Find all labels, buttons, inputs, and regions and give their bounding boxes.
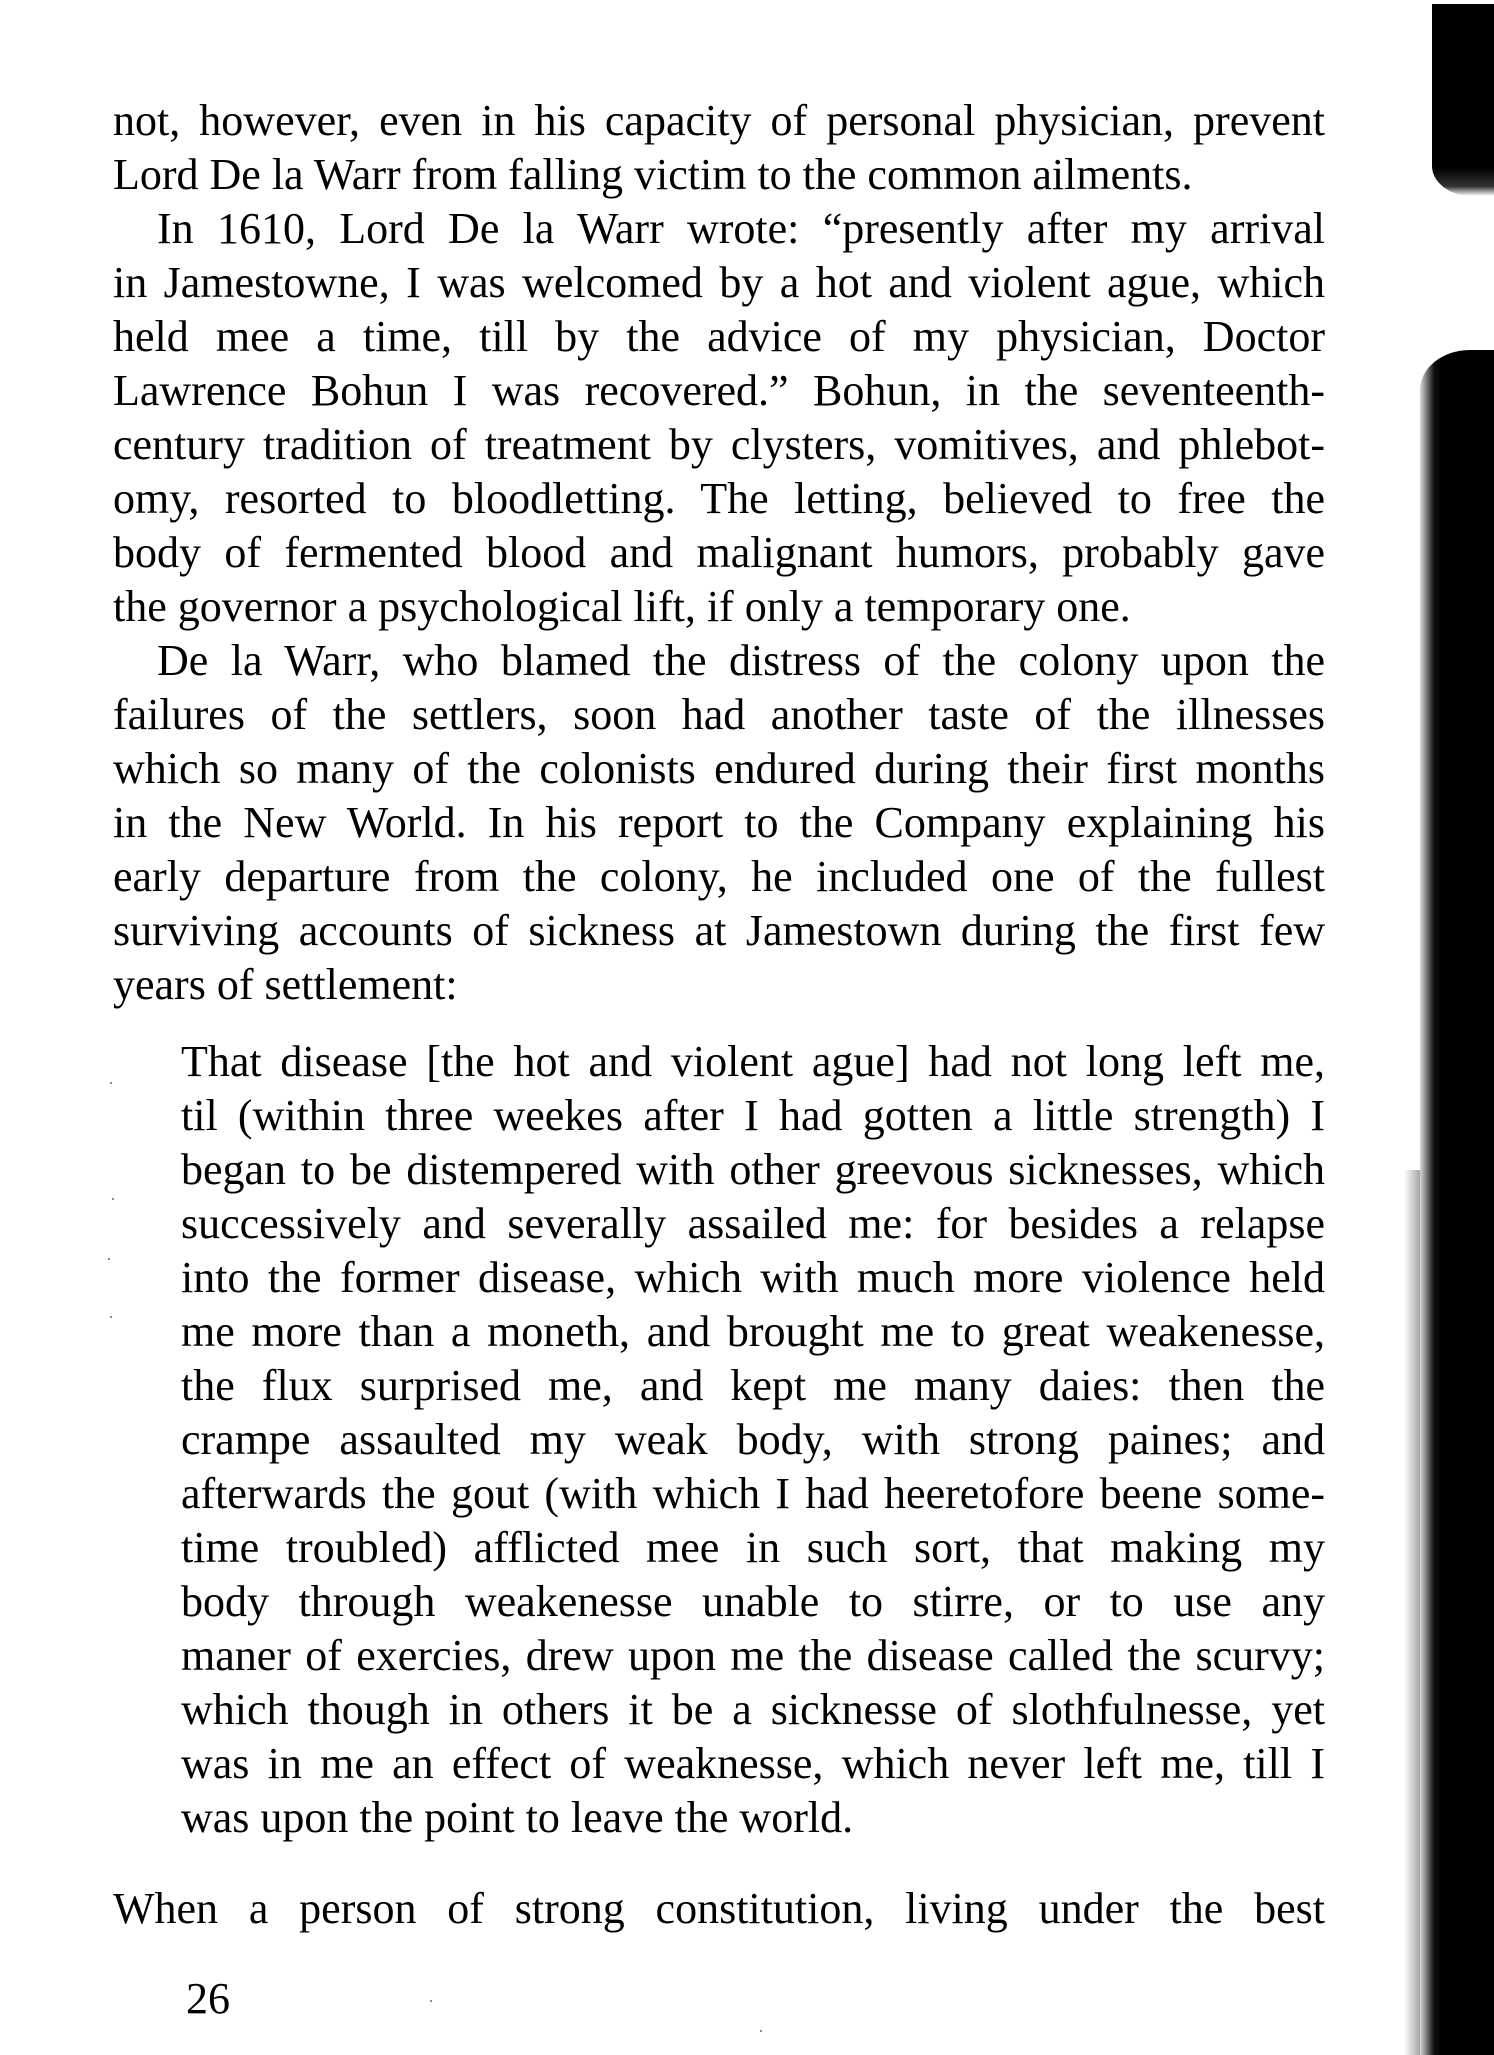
quote-line: body through weakenesse unable to stirre, or to use any [181, 1577, 1325, 1626]
text-line: not, however, even in his capacity of personal physician, prevent [113, 96, 1325, 145]
quote-line: which though in others it be a sicknesse of slothfulnesse, yet [181, 1685, 1325, 1734]
text-line: Lawrence Bohun I was recovered.” Bohun, in the seventeenth- [113, 366, 1325, 415]
text-line: which so many of the colonists endured during their first months [113, 744, 1325, 793]
quote-line: began to be distempered with other greevous sicknesses, which [181, 1145, 1325, 1194]
scan-speck [110, 1316, 112, 1318]
binding-shadow-right-edge [1420, 350, 1494, 2055]
text-line: in Jamestowne, I was welcomed by a hot and violent ague, which [113, 258, 1325, 307]
quote-line: That disease [the hot and violent ague] had not long left me, [181, 1037, 1325, 1086]
text-line: surviving accounts of sickness at Jamestown during the first few [113, 906, 1325, 955]
text-line: years of settlement: [113, 960, 458, 1009]
quote-line: was upon the point to leave the world. [181, 1793, 854, 1842]
text-line: When a person of strong constitution, living under the best [113, 1884, 1325, 1933]
quote-line: time troubled) afflicted mee in such sort, that making my [181, 1523, 1325, 1572]
quote-line: me more than a moneth, and brought me to great weakenesse, [181, 1307, 1325, 1356]
text-line: in the New World. In his report to the Company explaining his [113, 798, 1325, 847]
text-line: century tradition of treatment by clysters, vomitives, and phlebot- [113, 420, 1325, 469]
text-line: the governor a psychological lift, if only a temporary one. [113, 582, 1131, 631]
quote-line: til (within three weekes after I had gotten a little strength) I [181, 1091, 1325, 1140]
text-line: failures of the settlers, soon had another taste of the illnesses [113, 690, 1325, 739]
text-line: body of fermented blood and malignant humors, probably gave [113, 528, 1325, 577]
quote-line: crampe assaulted my weak body, with strong paines; and [181, 1415, 1325, 1464]
quote-line: maner of exercies, drew upon me the disease called the scurvy; [181, 1631, 1325, 1680]
quote-line: was in me an effect of weaknesse, which never left me, till I [181, 1739, 1325, 1788]
scan-speck [110, 1082, 112, 1084]
quote-line: successively and severally assailed me: for besides a relapse [181, 1199, 1325, 1248]
binding-shadow-top [1432, 4, 1494, 196]
scan-speck [108, 1258, 110, 1260]
scan-speck [112, 1198, 114, 1200]
quote-line: into the former disease, which with much more violence held [181, 1253, 1325, 1302]
text-line: held mee a time, till by the advice of my physician, Doctor [113, 312, 1325, 361]
quote-line: afterwards the gout (with which I had heeretofore beene some- [181, 1469, 1325, 1518]
text-line: In 1610, Lord De la Warr wrote: “presently after my arrival [157, 204, 1325, 253]
text-line: omy, resorted to bloodletting. The letting, believed to free the [113, 474, 1325, 523]
text-line: De la Warr, who blamed the distress of the colony upon the [157, 636, 1325, 685]
quote-line: the flux surprised me, and kept me many daies: then the [181, 1361, 1325, 1410]
text-line: Lord De la Warr from falling victim to the common ailments. [113, 150, 1193, 199]
scan-speck [760, 2030, 762, 2032]
scan-speck [430, 2000, 432, 2002]
text-line: early departure from the colony, he included one of the fullest [113, 852, 1325, 901]
page-number: 26 [186, 1974, 230, 2023]
